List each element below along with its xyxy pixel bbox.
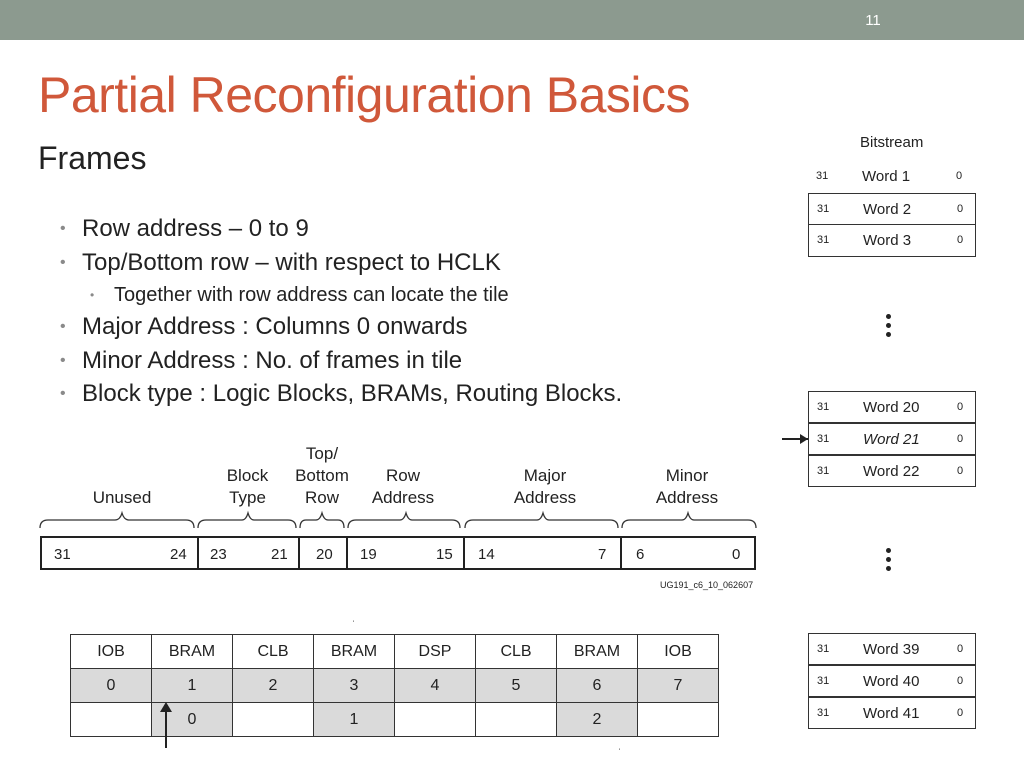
word-label: Word 41 — [863, 705, 920, 722]
table-cell: 3 — [314, 669, 395, 703]
table-cell: BRAM — [557, 635, 638, 669]
table-cell — [395, 703, 476, 737]
table-cell: DSP — [395, 635, 476, 669]
bitstream-word-row — [808, 665, 976, 697]
bullet-list — [58, 214, 678, 411]
table-cell — [233, 703, 314, 737]
msb-label: 31 — [817, 401, 830, 413]
bitstream-word-row — [808, 391, 976, 423]
table-cell: CLB — [233, 635, 314, 669]
figure-code: UG191_c6_10_062607 — [660, 580, 754, 590]
bitstream-word-row — [808, 193, 976, 225]
table-cell: 6 — [557, 669, 638, 703]
field-divider — [298, 538, 300, 568]
bitstream-word-row — [808, 697, 976, 729]
bit-number: 24 — [170, 546, 187, 563]
pointer-line — [165, 708, 167, 748]
table-row — [71, 635, 719, 669]
bit-number: 7 — [598, 546, 607, 563]
bullet-item — [58, 380, 642, 407]
msb-label: 31 — [817, 707, 830, 719]
bullet-text: Together with row address can locate the tile — [114, 284, 509, 306]
bullet-text: Top/Bottom row – with respect to HCLK — [82, 249, 501, 276]
field-label-unused: Unused — [92, 488, 152, 507]
sub-bullet-item — [58, 282, 678, 308]
slide-number: 11 — [865, 12, 881, 29]
bit-number: 21 — [271, 546, 288, 563]
lsb-label: 0 — [957, 203, 964, 215]
bitstream-word-row — [808, 423, 976, 455]
msb-label: 31 — [817, 433, 830, 445]
lsb-label: 0 — [957, 675, 964, 687]
table-cell — [638, 703, 719, 737]
word-label: Word 39 — [863, 641, 920, 658]
bullet-item — [58, 248, 678, 278]
msb-label: 31 — [817, 465, 830, 477]
table-cell — [476, 703, 557, 737]
bitstream-word-row — [808, 455, 976, 487]
field-label-block-type: Block Type — [226, 466, 269, 507]
lsb-label: 0 — [957, 643, 964, 655]
bitstream-word-row — [808, 161, 976, 193]
tick-mark: ˌ — [618, 740, 622, 751]
bullet-icon: • — [60, 254, 66, 271]
word-label: Word 40 — [863, 673, 920, 690]
tick-mark: ˈ — [352, 620, 356, 631]
bitstream-title: Bitstream — [860, 134, 924, 151]
brace-major-address — [465, 513, 618, 528]
table-row — [71, 669, 719, 703]
lsb-label: 0 — [957, 401, 964, 413]
word-label: Word 20 — [863, 399, 920, 416]
bullet-icon: • — [60, 385, 66, 402]
table-cell: 2 — [557, 703, 638, 737]
lsb-label: 0 — [957, 433, 964, 445]
bullet-text: Block type : Logic Blocks, BRAMs, Routing Blocks. — [82, 380, 623, 407]
field-divider — [197, 538, 199, 568]
msb-label: 31 — [817, 234, 830, 246]
brace-unused — [40, 513, 194, 528]
slide-subtitle: Frames — [38, 140, 147, 176]
msb-label: 31 — [816, 170, 829, 182]
msb-label: 31 — [817, 675, 830, 687]
bitstream-word-row — [808, 225, 976, 257]
bit-number: 19 — [360, 546, 377, 563]
bit-number: 14 — [478, 546, 495, 563]
bit-number: 20 — [316, 546, 333, 563]
table-cell: CLB — [476, 635, 557, 669]
table-cell: 1 — [314, 703, 395, 737]
brace-minor-address — [622, 513, 756, 528]
bit-number: 6 — [636, 546, 645, 563]
table-cell: IOB — [71, 635, 152, 669]
table-cell: 2 — [233, 669, 314, 703]
field-divider — [346, 538, 348, 568]
field-label-major-address: Major Address — [513, 466, 577, 507]
lsb-label: 0 — [956, 170, 963, 182]
lsb-label: 0 — [957, 234, 964, 246]
bullet-text: Minor Address : No. of frames in tile — [82, 347, 463, 374]
table-cell — [71, 703, 152, 737]
table-cell: 0 — [152, 703, 233, 737]
bullet-icon: • — [60, 220, 66, 237]
table-cell: BRAM — [152, 635, 233, 669]
frame-address-register — [40, 536, 756, 570]
field-divider — [463, 538, 465, 568]
word-label: Word 2 — [863, 201, 912, 218]
table-cell: 7 — [638, 669, 719, 703]
field-divider — [620, 538, 622, 568]
bullet-icon: • — [60, 352, 66, 369]
bullet-item — [58, 312, 678, 342]
table-cell: BRAM — [314, 635, 395, 669]
lsb-label: 0 — [957, 707, 964, 719]
bullet-icon: • — [60, 318, 66, 335]
field-label-row-address: Row Address — [371, 466, 435, 507]
bit-number: 15 — [436, 546, 453, 563]
brace-block-type — [198, 513, 296, 528]
bullet-text: Row address – 0 to 9 — [82, 215, 309, 242]
table-cell: 4 — [395, 669, 476, 703]
word-label: Word 3 — [863, 232, 912, 249]
vertical-ellipsis-icon — [884, 314, 894, 341]
bullet-item — [58, 214, 678, 244]
bullet-icon: • — [90, 288, 95, 302]
table-cell: 5 — [476, 669, 557, 703]
bit-number: 0 — [732, 546, 741, 563]
word-label: Word 21 — [863, 431, 920, 448]
table-cell: 1 — [152, 669, 233, 703]
vertical-ellipsis-icon — [884, 548, 894, 575]
table-cell: 0 — [71, 669, 152, 703]
brace-top-bottom — [300, 513, 344, 528]
msb-label: 31 — [817, 643, 830, 655]
word-label: Word 22 — [863, 463, 920, 480]
bitstream-word-row — [808, 633, 976, 665]
lsb-label: 0 — [957, 465, 964, 477]
bit-number: 23 — [210, 546, 227, 563]
table-cell: IOB — [638, 635, 719, 669]
brace-row-address — [348, 513, 460, 528]
field-label-minor-address: Minor Address — [655, 466, 719, 507]
bullet-text: Major Address : Columns 0 onwards — [82, 313, 468, 340]
slide-title: Partial Reconfiguration Basics — [38, 67, 690, 123]
field-label-top-bottom-row: Top/ Bottom Row — [295, 444, 349, 507]
word-label: Word 1 — [862, 168, 911, 185]
msb-label: 31 — [817, 203, 830, 215]
bullet-item — [58, 346, 678, 376]
right-arrow-icon — [800, 434, 808, 444]
bit-number: 31 — [54, 546, 71, 563]
column-layout-table — [70, 634, 719, 737]
